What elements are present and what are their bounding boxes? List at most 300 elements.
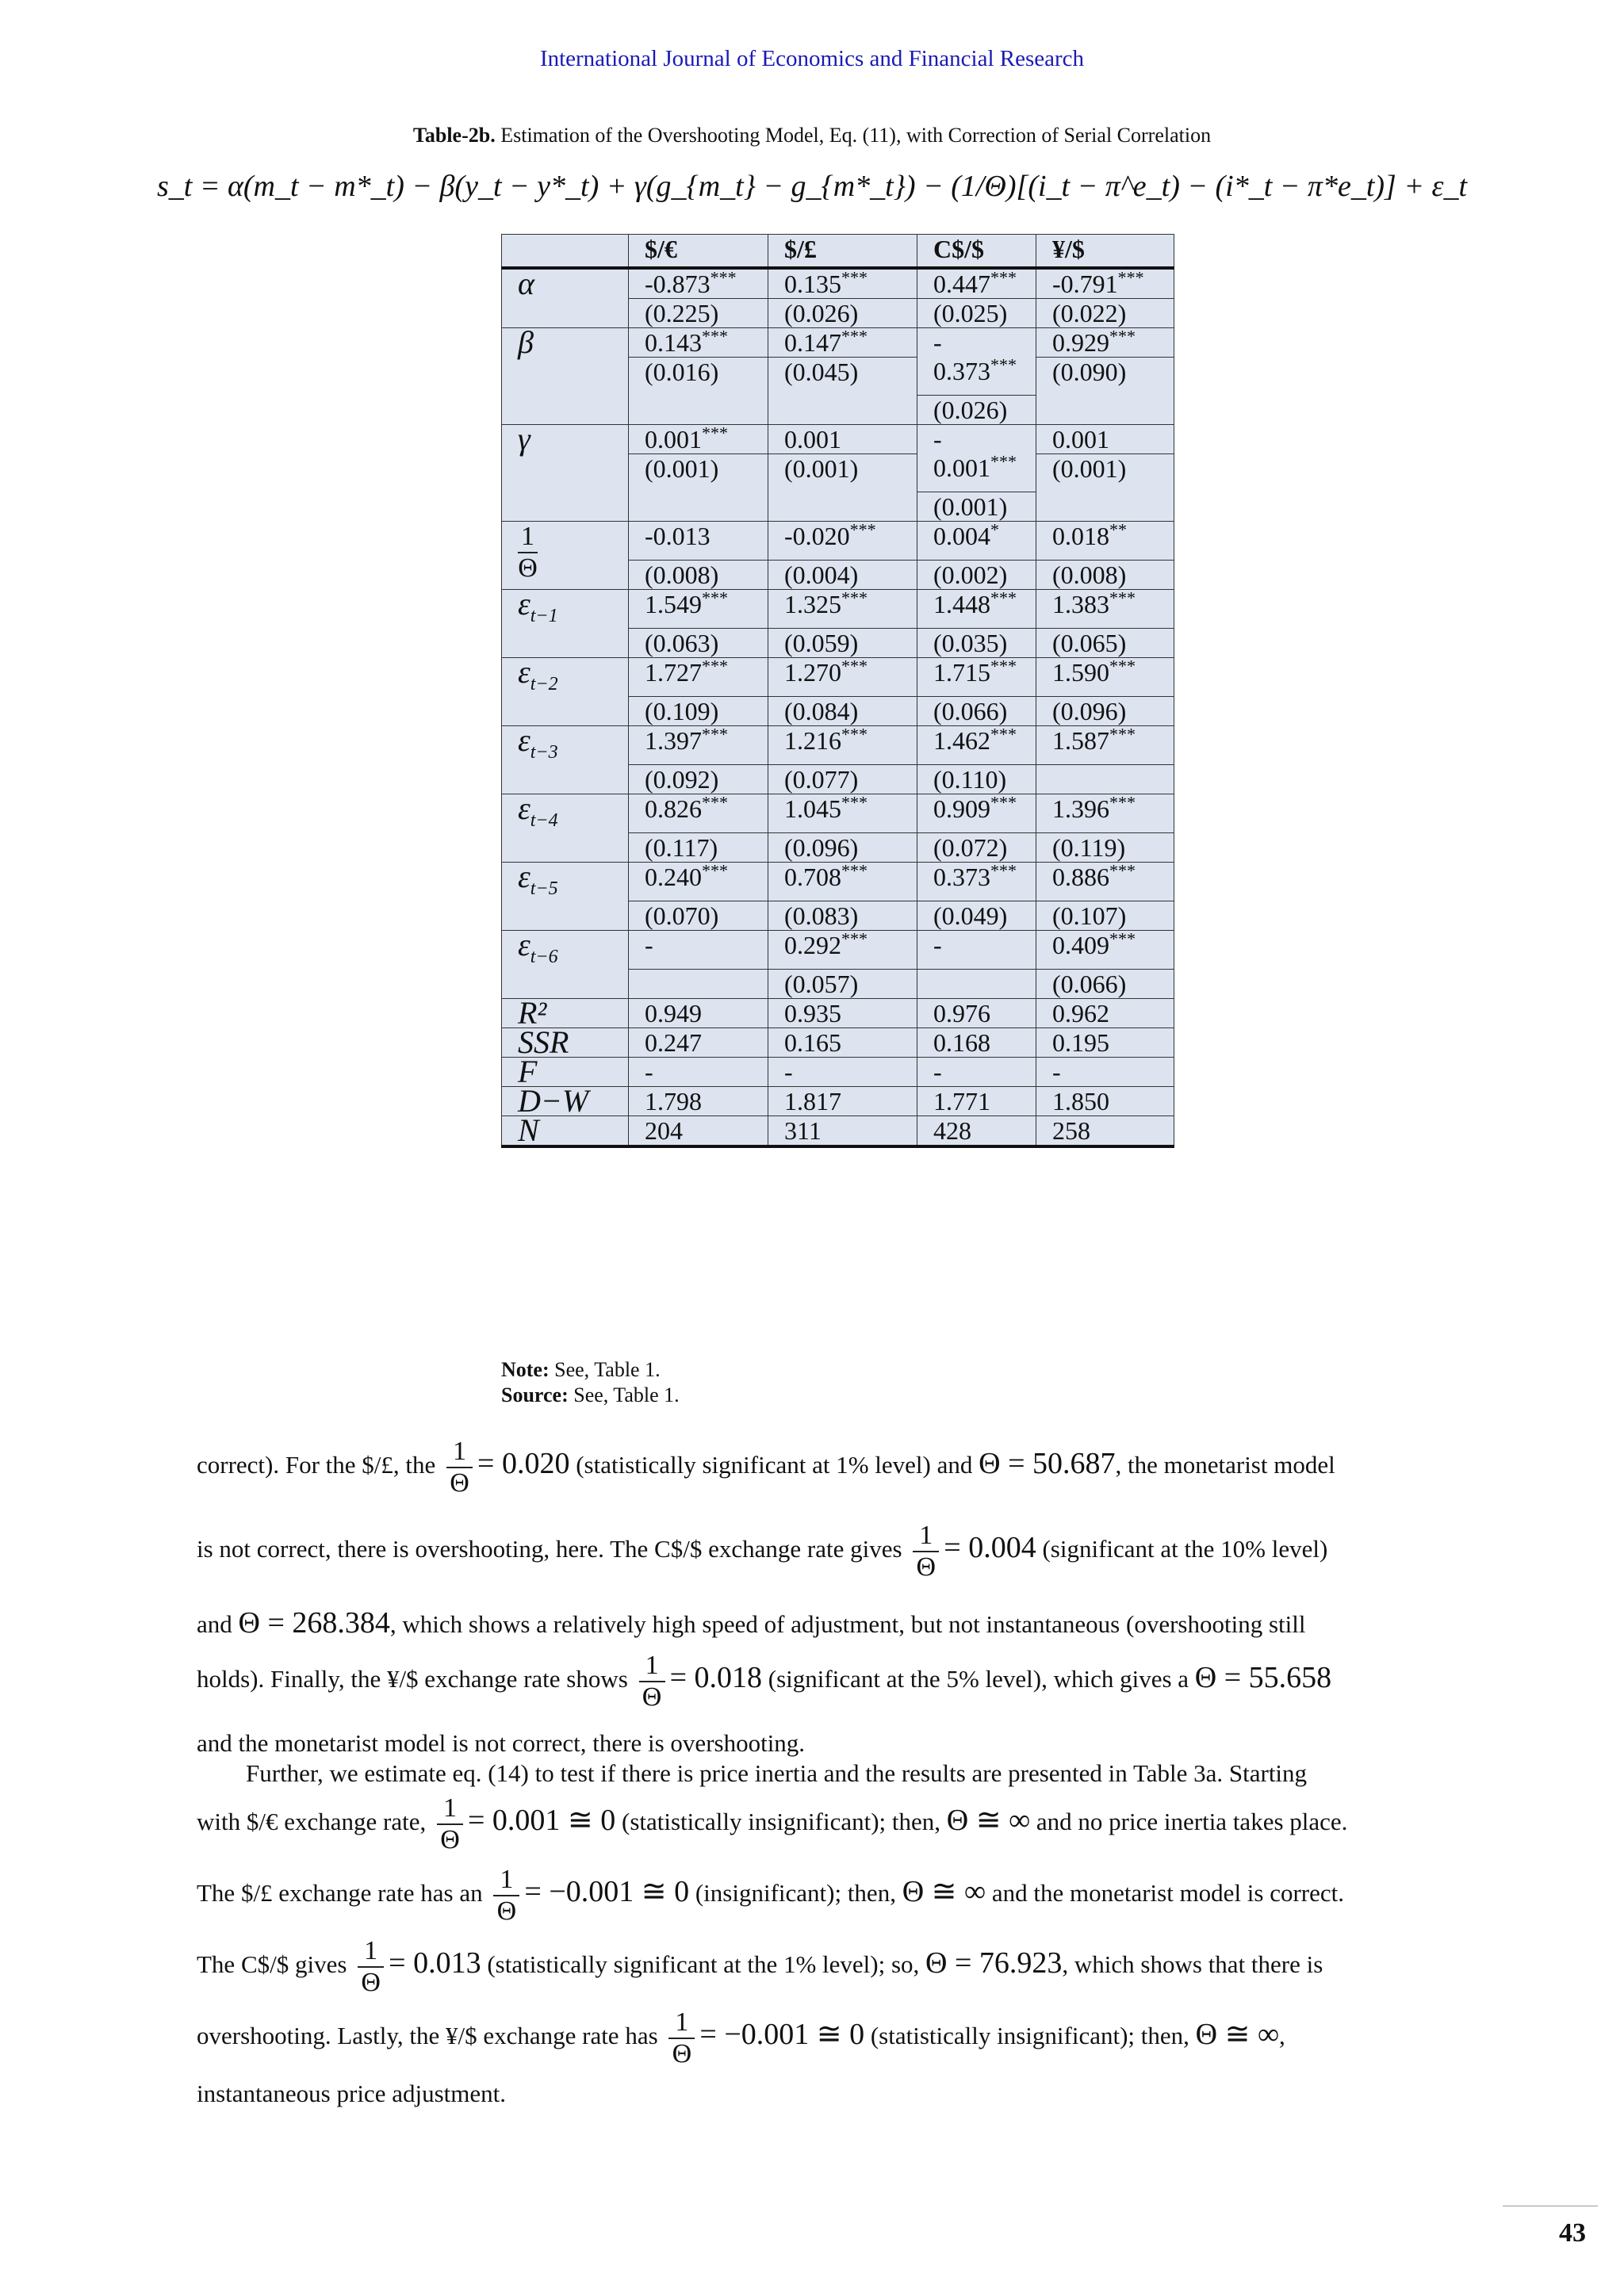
cell-line: -: [645, 931, 653, 959]
coefficient-value: [645, 267, 768, 298]
table-cell: [1036, 726, 1174, 794]
row-label: [502, 586, 629, 658]
table-cell: [1036, 658, 1174, 726]
paragraph-line: Further, we estimate eq. (14) to test if there is price inertia and the results are presented in Table 3a. Starting: [246, 1759, 1308, 1787]
coefficient-value: [784, 726, 917, 755]
statistic-value: [1052, 1087, 1174, 1115]
cell-line: 1.396***: [1052, 792, 1136, 823]
text-run: The C$/$ gives: [197, 1950, 347, 1979]
fraction-numerator: 1: [437, 1793, 463, 1825]
text-run: overshooting. Lastly, the ¥/$ exchange rate has: [197, 2022, 658, 2050]
significance-stars: ***: [990, 587, 1017, 608]
text-run: (statistically insignificant); then,: [870, 2022, 1189, 2050]
statistic-value: [784, 999, 917, 1027]
table-row: [502, 726, 1174, 794]
cell-line: 258: [1052, 1116, 1090, 1145]
table-cell: [1036, 1116, 1174, 1147]
table-cell: [917, 794, 1036, 863]
coefficient-value: [933, 425, 1036, 482]
cell-line: 1.270***: [784, 656, 868, 687]
coefficient-value: [784, 658, 917, 687]
text-run: , which shows that there is: [1062, 1950, 1323, 1979]
coefficient-value: [933, 267, 1036, 298]
cell-line: -0.873***: [645, 267, 737, 298]
table-cell: [1036, 587, 1174, 658]
note-text: See, Table 1.: [549, 1358, 661, 1381]
significance-stars: ***: [990, 451, 1017, 472]
paragraph-line: [197, 1521, 1477, 1582]
statistic-value: [933, 1058, 1036, 1086]
row-label-text: SSR: [518, 1024, 569, 1060]
math-value: = −0.001 ≅ 0: [524, 1875, 690, 1909]
table-row: [502, 1058, 1174, 1087]
note-label: Note:: [501, 1358, 550, 1381]
cell-line: 1.448***: [933, 587, 1017, 618]
cell-line: -: [933, 328, 942, 357]
text-run: ,: [1279, 2022, 1285, 2050]
column-header: [502, 235, 629, 269]
row-label-text: $\varepsilon_{t-2}$: [518, 654, 558, 695]
standard-error: [629, 969, 768, 998]
coefficient-value: [645, 587, 768, 618]
coefficient-value: [784, 860, 917, 891]
row-label-text: $\varepsilon_{t-3}$: [518, 722, 558, 763]
cell-line: 0.001: [784, 425, 841, 453]
statistic-value: [933, 1116, 1036, 1145]
row-label-text: $\varepsilon_{t-5}$: [518, 859, 558, 899]
standard-error: (0.109): [629, 696, 768, 725]
coefficient-value: [784, 425, 917, 453]
significance-stars: ***: [702, 860, 728, 881]
table-row: [502, 658, 1174, 726]
table-cell: [1036, 1028, 1174, 1058]
coefficient-value: [1052, 928, 1174, 959]
significance-stars: ***: [990, 724, 1017, 744]
row-label: [502, 722, 629, 794]
standard-error: (0.072): [917, 832, 1036, 862]
inline-fraction: [668, 2007, 695, 2069]
cell-line: 1.549***: [645, 587, 728, 618]
paragraph-line: and the monetarist model is not correct, there is overshooting.: [197, 1729, 806, 1757]
coefficient-value: [1052, 860, 1174, 891]
cell-line: 0.001***: [645, 423, 728, 453]
table-cell: [768, 519, 917, 590]
coefficient-value: [784, 328, 917, 357]
significance-stars: ***: [1109, 587, 1136, 608]
significance-stars: ***: [702, 423, 728, 443]
text-run: and: [197, 1610, 232, 1638]
cell-line: -: [933, 931, 942, 959]
inline-fraction: [493, 1865, 519, 1927]
significance-stars: ***: [841, 656, 868, 676]
fraction-numerator: 1: [668, 2007, 695, 2039]
fraction-denominator: Θ: [450, 1468, 469, 1498]
standard-error: [1036, 764, 1174, 794]
table-cell: [1036, 425, 1174, 522]
standard-error: (0.066): [917, 696, 1036, 725]
column-header: $/£: [768, 235, 917, 269]
cell-line: 204: [645, 1116, 683, 1145]
table-cell: [629, 860, 768, 931]
fraction-denominator: Θ: [440, 1825, 460, 1854]
standard-error: (0.065): [1036, 628, 1174, 657]
standard-error: (0.070): [629, 901, 768, 930]
significance-stars: *: [990, 519, 999, 540]
significance-stars: ***: [1109, 860, 1136, 881]
significance-stars: ***: [1109, 326, 1136, 346]
table-cell: [629, 1058, 768, 1087]
table-caption-label: Table-2b.: [412, 124, 496, 147]
table-cell: [917, 1058, 1036, 1087]
cell-line: 428: [933, 1116, 971, 1145]
statistic-value: [645, 1087, 768, 1115]
cell-line: 0.135***: [784, 267, 868, 298]
paragraph-line: [197, 1793, 1477, 1855]
significance-stars: ***: [990, 354, 1017, 375]
table-cell: [917, 425, 1036, 522]
standard-error: (0.045): [768, 357, 917, 386]
table-cell: [768, 1028, 917, 1058]
standard-error: (0.119): [1036, 832, 1174, 862]
cell-line: -: [933, 1058, 942, 1086]
statistic-value: [1052, 1028, 1174, 1057]
significance-stars: ***: [710, 267, 737, 288]
coefficient-value: [1052, 587, 1174, 618]
cell-line: 0.292***: [784, 928, 868, 959]
cell-line: -: [1052, 1058, 1061, 1086]
table-cell: [629, 999, 768, 1028]
table-row: [502, 1087, 1174, 1116]
table-cell: [629, 328, 768, 425]
cell-line: 0.001***: [933, 451, 1017, 482]
cell-line: 1.850: [1052, 1087, 1109, 1115]
cell-line: 0.195: [1052, 1028, 1109, 1057]
coefficient-value: [645, 726, 768, 755]
cell-line: 0.708***: [784, 860, 868, 891]
table-cell: [629, 268, 768, 328]
row-label-text: R²: [518, 995, 547, 1031]
math-value: Θ = 50.687: [979, 1447, 1116, 1481]
table-cell: [629, 1028, 768, 1058]
fraction-denominator: Θ: [518, 553, 538, 583]
cell-line: 1.715***: [933, 656, 1017, 687]
standard-error: (0.008): [1036, 560, 1174, 589]
cell-line: -0.013: [645, 522, 710, 550]
results-table: [501, 234, 1174, 1148]
math-value: Θ ≅ ∞: [902, 1875, 986, 1909]
table-row: [502, 931, 1174, 999]
coefficient-value: [645, 860, 768, 891]
row-label: [502, 995, 629, 1031]
text-run: The $/£ exchange rate has an: [197, 1879, 483, 1908]
coefficient-value: [645, 931, 768, 959]
row-label-text: $\varepsilon_{t-6}$: [518, 927, 558, 967]
statistic-value: [645, 999, 768, 1027]
table-cell: [1036, 928, 1174, 999]
coefficient-value: [1052, 328, 1174, 357]
cell-line: 0.976: [933, 999, 990, 1027]
cell-line: 1.397***: [645, 724, 728, 755]
table-row: [502, 1116, 1174, 1147]
table-cell: [768, 726, 917, 794]
coefficient-value: [933, 519, 1036, 550]
coefficient-value: [933, 587, 1036, 618]
table-cell: [768, 1116, 917, 1147]
fraction-denominator: Θ: [672, 2039, 692, 2068]
row-label-text: β: [518, 324, 534, 360]
cell-line: 0.004*: [933, 519, 999, 550]
coefficient-value: [933, 658, 1036, 687]
cell-line: 1.727***: [645, 656, 728, 687]
cell-line: 0.018**: [1052, 519, 1127, 550]
standard-error: (0.057): [768, 969, 917, 998]
table-row: [502, 328, 1174, 425]
coefficient-value: [645, 658, 768, 687]
coefficient-value: [784, 519, 917, 550]
cell-line: 0.447***: [933, 267, 1017, 298]
standard-error: (0.107): [1036, 901, 1174, 930]
row-label: [502, 1083, 629, 1119]
statistic-value: [645, 1116, 768, 1145]
coefficient-value: [1052, 794, 1174, 823]
table-row: [502, 863, 1174, 931]
inline-fraction: [358, 1936, 384, 1998]
fraction-denominator: Θ: [916, 1552, 936, 1582]
standard-error: (0.001): [768, 453, 917, 483]
paragraph-line: instantaneous price adjustment.: [197, 2080, 506, 2107]
row-label: [502, 859, 629, 931]
standard-error: (0.001): [629, 453, 768, 483]
source-line: [501, 1383, 680, 1408]
text-run: (statistically significant at 1% level) and: [576, 1451, 973, 1479]
cell-line: 0.165: [784, 1028, 841, 1057]
math-value: = 0.001 ≅ 0: [467, 1804, 616, 1838]
table-cell: [917, 519, 1036, 590]
cell-line: -: [645, 1058, 653, 1086]
fraction-numerator: 1: [446, 1437, 473, 1468]
significance-stars: ***: [1109, 928, 1136, 949]
row-label-text: N: [518, 1112, 539, 1148]
math-value: Θ ≅ ∞: [1195, 2018, 1280, 2052]
row-label: [502, 268, 629, 328]
table-cell: [917, 587, 1036, 658]
table-cell: [629, 522, 768, 590]
row-label-text: α: [518, 266, 534, 301]
standard-error: (0.002): [917, 560, 1036, 589]
significance-stars: ***: [990, 656, 1017, 676]
table-cell: [768, 587, 917, 658]
standard-error: (0.110): [917, 764, 1036, 794]
coefficient-value: [645, 328, 768, 357]
table-row: [502, 522, 1174, 590]
math-value: = −0.001 ≅ 0: [699, 2018, 865, 2052]
text-run: and the monetarist model is correct.: [991, 1879, 1345, 1908]
table-cell: [1036, 999, 1174, 1028]
cell-line: 1.771: [933, 1087, 990, 1115]
paragraph-line: [197, 1651, 1477, 1712]
cell-line: 1.798: [645, 1087, 702, 1115]
row-label: [502, 421, 629, 522]
coefficient-value: [784, 587, 917, 618]
coefficient-value: [784, 267, 917, 298]
source-label: Source:: [501, 1383, 569, 1406]
text-run: and no price inertia takes place.: [1036, 1808, 1348, 1836]
cell-line: 0.909***: [933, 792, 1017, 823]
cell-line: 0.935: [784, 999, 841, 1027]
standard-error: (0.090): [1036, 357, 1174, 386]
paragraph-line: [197, 1865, 1477, 1927]
cell-line: 0.168: [933, 1028, 990, 1057]
coefficient-value: [933, 860, 1036, 891]
standard-error: (0.092): [629, 764, 768, 794]
standard-error: (0.026): [768, 298, 917, 327]
journal-header: International Journal of Economics and Financial Research: [539, 46, 1085, 71]
standard-error: (0.117): [629, 832, 768, 862]
column-header: ¥/$: [1036, 235, 1174, 269]
table-cell: [629, 587, 768, 658]
table-cell: [768, 328, 917, 425]
row-label: [502, 654, 629, 726]
significance-stars: ***: [841, 326, 868, 346]
statistic-value: [933, 999, 1036, 1027]
row-label: [502, 927, 629, 999]
math-value: = 0.018: [669, 1661, 763, 1695]
paragraph-line: [197, 1608, 1477, 1640]
standard-error: (0.022): [1036, 298, 1174, 327]
cell-line: 0.143***: [645, 326, 728, 357]
table-cell: [768, 928, 917, 999]
paragraph-line: [197, 2007, 1477, 2069]
paragraph-line: [197, 1437, 1477, 1498]
model-equation: s_t = α(m_t − m*_t) − β(y_t − y*_t) + γ(g_{m_t} − g_{m*_t}) − (1/Θ)[(i_t − π^e_t) − (i*_t − π*e_t)] + ε_t: [156, 170, 1468, 203]
significance-stars: ***: [1117, 267, 1144, 288]
inline-fraction: [639, 1651, 665, 1712]
cell-line: 0.826***: [645, 792, 728, 823]
text-run: correct). For the $/£, the: [197, 1451, 436, 1479]
row-label: [502, 790, 629, 863]
cell-line: 0.001: [1052, 425, 1109, 453]
cell-line: -: [784, 1058, 793, 1086]
math-value: Θ ≅ ∞: [946, 1804, 1031, 1838]
coefficient-value: [784, 794, 917, 823]
coefficient-value: [1052, 658, 1174, 687]
table-cell: [917, 268, 1036, 328]
coefficient-value: [1052, 425, 1174, 453]
table-row: [502, 590, 1174, 658]
math-value: = 0.020: [477, 1447, 570, 1481]
significance-stars: ***: [841, 928, 868, 949]
row-label: [502, 1024, 629, 1060]
table-cell: [917, 931, 1036, 999]
cell-line: 1.216***: [784, 724, 868, 755]
table-cell: [917, 1116, 1036, 1147]
cell-line: 0.409***: [1052, 928, 1136, 959]
coefficient-value: [645, 425, 768, 453]
standard-error: (0.096): [768, 832, 917, 862]
table-cell: [917, 1028, 1036, 1058]
math-value: Θ = 76.923: [925, 1946, 1063, 1980]
fraction-numerator: 1: [493, 1865, 519, 1896]
table-cell: [768, 794, 917, 863]
table-caption: [0, 124, 1624, 147]
significance-stars: ***: [841, 587, 868, 608]
standard-error: (0.008): [629, 560, 768, 589]
note-line: [501, 1357, 680, 1383]
coefficient-value: [645, 794, 768, 823]
standard-error: (0.066): [1036, 969, 1174, 998]
statistic-value: [784, 1028, 917, 1057]
table-cell: [768, 268, 917, 328]
cell-line: 0.373***: [933, 354, 1017, 385]
standard-error: (0.016): [629, 357, 768, 386]
table-cell: [1036, 328, 1174, 425]
coefficient-value: [1052, 519, 1174, 550]
table-note: [501, 1357, 680, 1408]
statistic-value: [933, 1028, 1036, 1057]
standard-error: (0.063): [629, 628, 768, 657]
table-row: [502, 1028, 1174, 1058]
header-row: [502, 235, 1174, 269]
coefficient-value: [784, 928, 917, 959]
fraction-denominator: Θ: [496, 1896, 517, 1926]
text-run: holds). Finally, the ¥/$ exchange rate shows: [197, 1665, 628, 1693]
table-row: [502, 794, 1174, 863]
text-run: , which shows a relatively high speed of adjustment, but not instantaneous (overshooting still: [389, 1610, 1306, 1638]
math-value: Θ = 268.384: [238, 1606, 390, 1640]
coefficient-value: [933, 328, 1036, 385]
significance-stars: ***: [702, 656, 728, 676]
table-cell: [917, 726, 1036, 794]
table-cell: [917, 860, 1036, 931]
table-cell: [768, 1087, 917, 1116]
table-row: [502, 425, 1174, 522]
table-cell: [768, 999, 917, 1028]
standard-error: (0.001): [917, 492, 1036, 521]
row-label: [502, 522, 629, 590]
standard-error: (0.083): [768, 901, 917, 930]
row-label-text: F: [518, 1054, 538, 1089]
statistic-value: [933, 1087, 1036, 1115]
statistic-value: [784, 1087, 917, 1115]
standard-error: (0.225): [629, 298, 768, 327]
significance-stars: ***: [990, 267, 1017, 288]
standard-error: (0.084): [768, 696, 917, 725]
significance-stars: ***: [1109, 724, 1136, 744]
row-label-text: $\varepsilon_{t-1}$: [518, 586, 558, 626]
table-row: [502, 268, 1174, 328]
cell-line: -0.020***: [784, 519, 876, 550]
table-cell: [629, 726, 768, 794]
table-cell: [768, 860, 917, 931]
fraction-denominator: Θ: [361, 1968, 381, 1997]
coefficient-value: [1052, 726, 1174, 755]
cell-line: 0.247: [645, 1028, 702, 1057]
significance-stars: ***: [702, 724, 728, 744]
table-cell: [1036, 794, 1174, 863]
table-cell: [917, 1087, 1036, 1116]
cell-line: 0.240***: [645, 860, 728, 891]
cell-line: 1.587***: [1052, 724, 1136, 755]
significance-stars: ***: [990, 792, 1017, 813]
table-cell: [1036, 1087, 1174, 1116]
fraction-numerator: 1: [913, 1521, 939, 1552]
table-cell: [629, 1116, 768, 1147]
standard-error: (0.001): [1036, 453, 1174, 483]
standard-error: (0.004): [768, 560, 917, 589]
table-cell: [1036, 1058, 1174, 1087]
cell-line: -0.791***: [1052, 267, 1144, 298]
inline-fraction: [446, 1437, 473, 1498]
